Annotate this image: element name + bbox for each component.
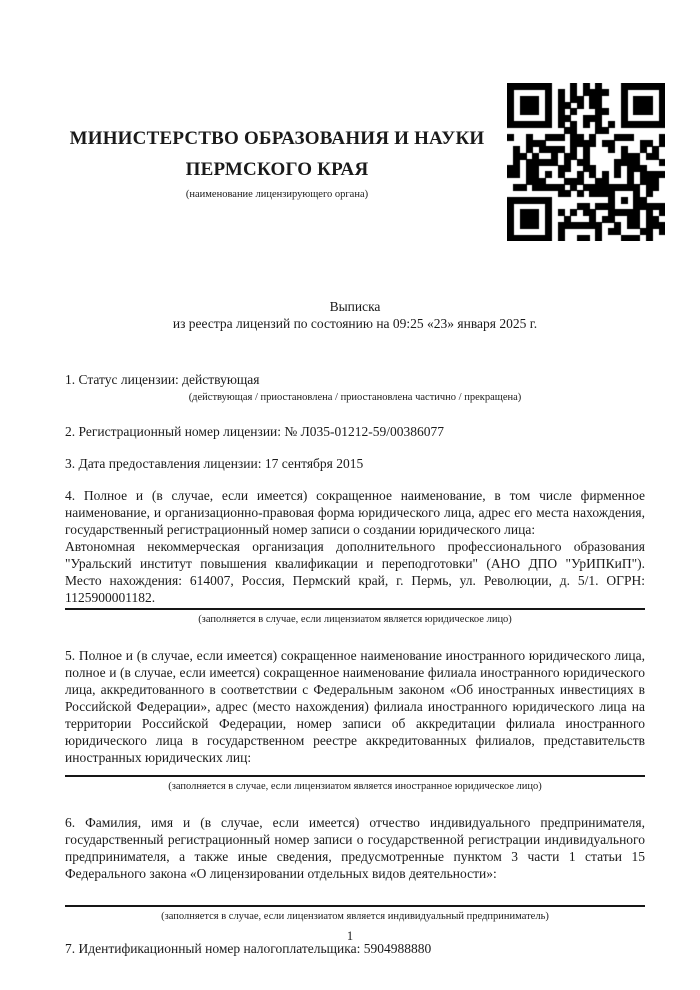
ministry-name-line2: ПЕРМСКОГО КРАЯ [185,159,369,180]
ministry-name-line1: МИНИСТЕРСТВО ОБРАЗОВАНИЯ И НАУКИ [69,128,485,149]
item-registration-number [65,423,645,440]
document-body [0,298,700,957]
document-title [65,298,645,332]
item-foreign-entity-text: 5. Полное и (в случае, если имеется) сокращенное наименование иностранного юридического лица, полное и (в случае, если имеется) сокращенное наименование филиала иностранного юридического лица, аккредитованного в соответствии с Федеральным законом «Об иностранных инвестициях в Российской Федерации», адрес (место нахождения) филиала иностранного юридического лица на территории Российской Федерации, номер записи об аккредитации филиала иностранного юридического лица в государственном реестре аккредитованных филиалов, представительств иностранных юридических лиц: [65,648,645,765]
fill-line [65,608,645,610]
item-legal-entity-value: Автономная некоммерческая организация дополнительного профессионального образования "Уральский институт повышения квалификации и переподготовки" (АНО ДПО "УрИПКиП"). Место нахождения: 614007, Россия, Пермский край, г. Пермь, ул. Революции, д. 5/1. ОГРН: 1125900001182. [65,539,645,605]
ministry-caption: (наименование лицензирующего органа) [185,189,369,200]
item-license-status-text: 1. Статус лицензии: действующая [65,372,260,387]
item-license-date [65,455,645,472]
ministry-header [65,123,507,201]
item-registration-number-text: 2. Регистрационный номер лицензии: № Л035-01212-59/00386077 [65,424,445,439]
document-header [0,0,700,241]
title-line2: из реестра лицензий по состоянию на 09:25 «23» января 2025 г. [172,316,538,331]
item-individual-entrepreneur [65,814,645,923]
fill-line [65,775,645,777]
item-license-date-text: 3. Дата предоставления лицензии: 17 сентября 2015 [65,456,364,471]
item-license-status-caption: (действующая / приостановлена / приостановлена частично / прекращена) [188,392,522,403]
item-legal-entity [65,487,645,626]
item-individual-entrepreneur-caption: (заполняется в случае, если лицензиатом является индивидуальный предприниматель) [161,911,549,922]
title-line1: Выписка [329,299,381,314]
page-number: 1 [346,929,354,943]
item-individual-entrepreneur-text: 6. Фамилия, имя и (в случае, если имеется) отчество индивидуального предпринимателя, государственный регистрационный номер записи о государственной регистрации индивидуального предпринимателя, а также иные сведения, предусмотренные пунктом 3 части 1 статьи 15 Федерального закона «О лицензировании отдельных видов деятельности»: [65,815,645,881]
item-license-status [65,371,645,404]
item-legal-entity-caption: (заполняется в случае, если лицензиатом является юридическое лицо) [198,614,512,625]
fill-line [65,905,645,907]
item-legal-entity-text: 4. Полное и (в случае, если имеется) сокращенное наименование, в том числе фирменное наименование, и организационно-правовая форма юридического лица, адрес его места нахождения, государственный регистрационный номер записи о создании юридического лица: [65,488,645,537]
item-foreign-entity-caption: (заполняется в случае, если лицензиатом является иностранное юридическое лицо) [168,781,542,792]
qr-code-icon [507,83,665,241]
qr-code [507,83,665,241]
item-foreign-entity [65,647,645,793]
item-taxpayer-number-text: 7. Идентификационный номер налогоплательщика: 5904988880 [65,941,432,956]
